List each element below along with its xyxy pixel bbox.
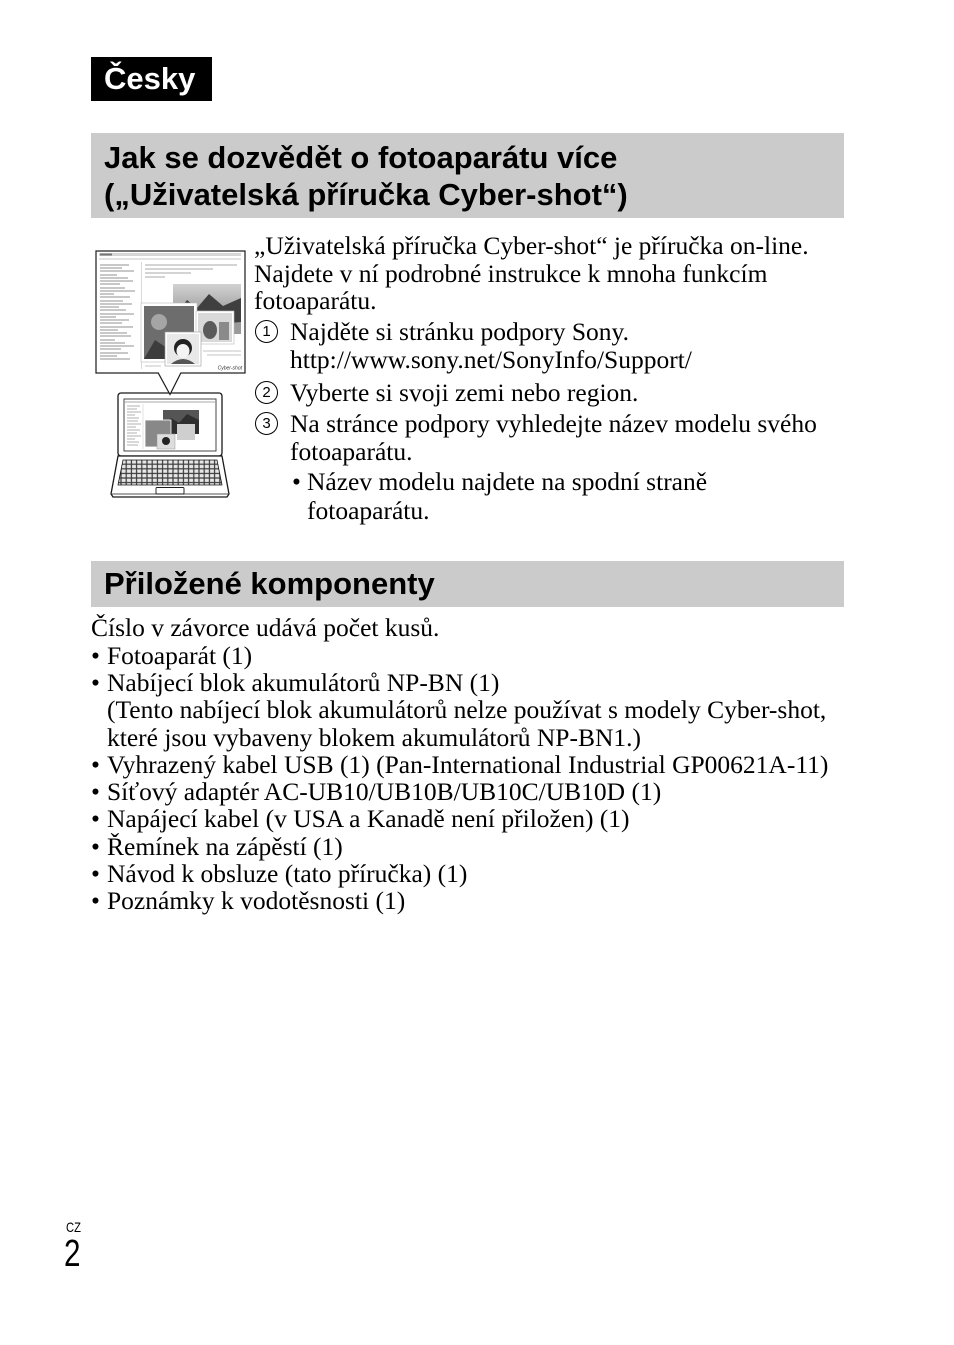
more-info-text [254,232,844,525]
website-laptop-illustration [95,248,247,500]
list-item [91,860,871,887]
bullet: • [91,777,100,807]
step-note [290,467,844,525]
list-item [91,669,871,751]
list-item [91,887,871,914]
step-2 [254,379,844,407]
list-item-note-line: které jsou vybaveny blokem akumulátorů NP-BN1.) [107,722,641,752]
list-item-note-line: (Tento nabíjecí blok akumulátorů nelze používat s modely Cyber-shot, [107,695,827,725]
list-item [91,642,871,669]
step-note-line: Název modelu najdete na spodní straně [307,467,708,497]
step-text-line: Vyberte si svoji zemi nebo region. [290,377,639,407]
step-1 [254,318,844,373]
photo-bright-scene [196,311,234,344]
page-number: 2 [64,1233,81,1275]
bullet: • [91,859,100,889]
bullet: • [91,804,100,834]
step-number-badge: 3 [255,412,278,435]
photo-object [219,322,229,340]
language-tab: Česky [91,57,212,101]
list-item-text: Návod k obsluze (tato příručka) (1) [107,859,468,889]
intro-line: fotoaparátu. [254,286,377,316]
website-header-bar [99,253,241,256]
intro-line: Najdete v ní podrobné instrukce k mnoha funkcím [254,258,768,288]
section-title: Přiložené komponenty [104,566,435,601]
intro-paragraph [254,232,844,315]
list-item [91,751,871,778]
step-number-badge: 2 [255,381,278,404]
mini-portrait-head [162,437,170,445]
list-item [91,805,871,832]
photo-sun [151,314,167,330]
support-url: http://www.sony.net/SonyInfo/Support/ [290,344,692,374]
page-language-code: CZ [66,1219,81,1235]
list-item [91,833,871,860]
step-note-line: fotoaparátu. [307,496,430,526]
photo-child-portrait [165,332,201,366]
laptop [111,393,229,497]
section-title-line: („Uživatelská příručka Cyber-shot“) [104,177,628,212]
photo-subject [203,321,217,339]
step-number-badge: 1 [255,320,278,343]
bullet: • [91,640,100,670]
bullet: • [91,831,100,861]
list-item-text: Fotoaparát (1) [107,640,253,670]
list-item-text: Poznámky k vodotěsnosti (1) [107,886,406,916]
step-3 [254,410,844,525]
website-logo-block [100,254,112,256]
child-face [177,344,190,358]
list-item-text: Vyhrazený kabel USB (1) (Pan-International Industrial GP00621A-11) [107,749,829,779]
bullet: • [292,467,301,497]
list-item-text: Řemínek na zápěstí (1) [107,831,343,861]
keyboard [118,460,222,485]
intro-line: „Uživatelská příručka Cyber-shot“ je příručka on-line. [254,231,809,261]
mini-photo-bright [177,424,195,440]
step-text-line: Na stránce podpory vyhledejte název modelu svého [290,409,817,439]
list-item-text: Nabíjecí blok akumulátorů NP-BN (1) [107,667,500,697]
cyber-shot-logo: Cyber-shot [217,365,242,372]
website-screenshot [96,251,245,373]
trackpad [156,488,184,495]
list-item [91,778,871,805]
list-item-text: Napájecí kabel (v USA a Kanadě není přiložen) (1) [107,804,630,834]
step-text-line: fotoaparátu. [290,436,413,466]
components-list [91,614,871,914]
components-intro: Číslo v závorce udává počet kusů. [91,613,440,643]
speech-pointer [158,372,181,395]
section-header-components [91,561,844,607]
bullet: • [91,667,100,697]
bullet: • [91,749,100,779]
speech-pointer-fill [158,372,181,395]
section-title-line: Jak se dozvědět o fotoaparátu více [104,140,618,175]
bullet: • [91,886,100,916]
list-item-text: Síťový adaptér AC-UB10/UB10B/UB10C/UB10D (1) [107,777,662,807]
step-text-line: Najděte si stránku podpory Sony. [290,317,630,347]
section-header-more-info [91,133,844,218]
